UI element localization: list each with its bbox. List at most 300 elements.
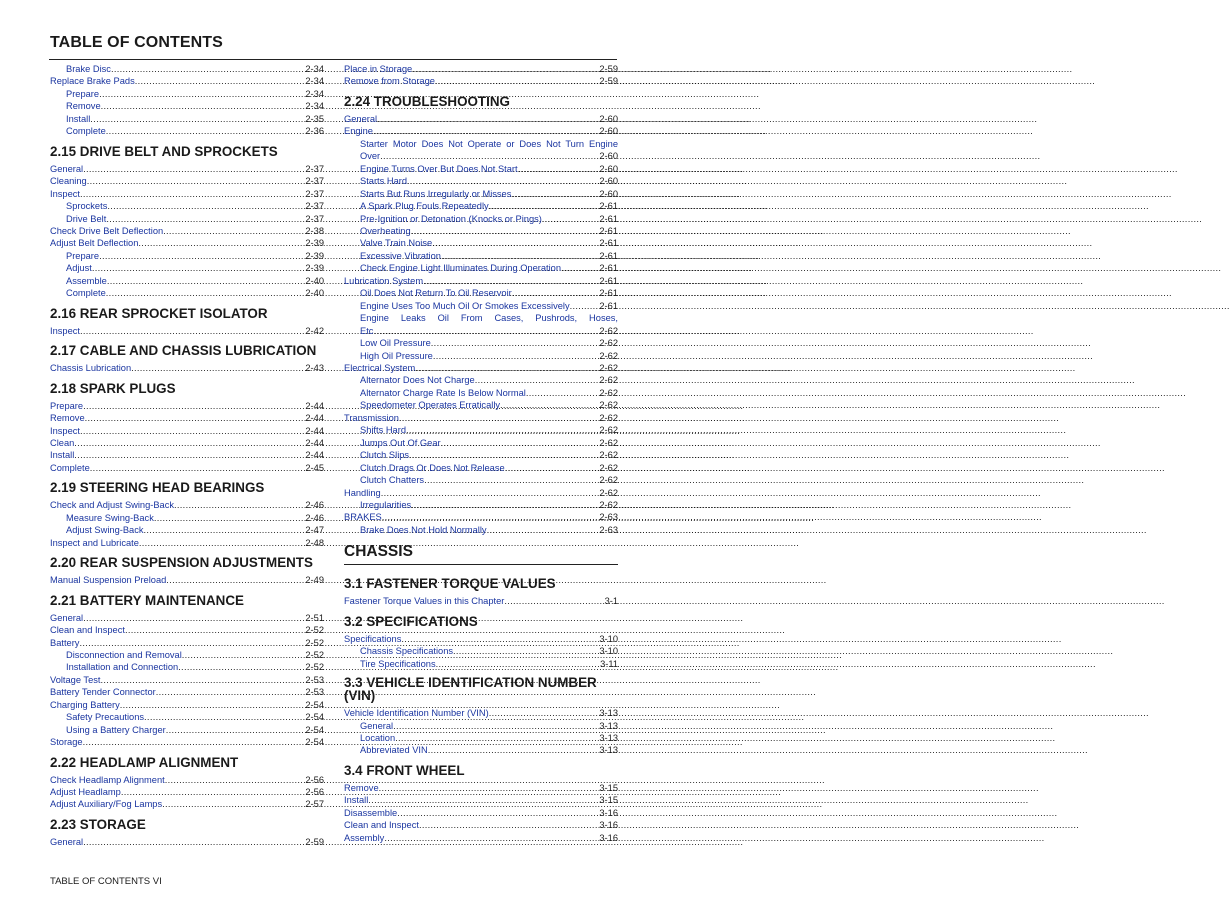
toc-subentry[interactable] (50, 524, 324, 536)
dot-leader (399, 412, 599, 424)
toc-entry-page: 2-61 (599, 201, 618, 212)
toc-entry-page: 2-56 (305, 774, 324, 785)
toc-entry-page: 2-46 (305, 500, 324, 511)
toc-entry-wrap[interactable]: Engine Leaks Oil From Cases, Pushrods, Hoses, (360, 313, 618, 324)
dot-leader (111, 63, 305, 75)
toc-entry-label: BRAKES (344, 512, 382, 523)
toc-entry-label: Overheating (360, 225, 411, 236)
toc-entry-label: Adjust Swing-Back (66, 525, 144, 536)
toc-entry-label: Cleaning (50, 176, 87, 187)
dot-leader (512, 287, 600, 299)
toc-subentry[interactable] (50, 512, 324, 524)
dot-leader (432, 237, 599, 249)
toc-entry-page: 2-44 (305, 400, 324, 411)
toc-subentry[interactable] (344, 150, 618, 162)
toc-entry-page: 2-59 (305, 836, 324, 847)
section-heading: 3.1 FASTENER TORQUE VALUES (344, 576, 556, 592)
toc-entry-label: Alternator Does Not Charge (360, 375, 475, 386)
toc-entry-label: Check and Adjust Swing-Back (50, 500, 175, 511)
toc-entry-label: General (344, 113, 378, 124)
toc-entry-page: 2-62 (599, 462, 618, 473)
toc-entry-label: Pre-Ignition or Detonation (Knocks or Pings) (360, 213, 542, 224)
toc-entry-page: 2-61 (599, 213, 618, 224)
toc-entry-page: 2-60 (599, 163, 618, 174)
dot-leader (505, 462, 600, 474)
toc-subentry[interactable] (344, 374, 618, 386)
dot-leader (401, 633, 599, 645)
toc-entry-label: High Oil Pressure (360, 350, 433, 361)
dot-leader (424, 474, 599, 486)
toc-entry-page: 2-63 (599, 512, 618, 523)
toc-entry[interactable] (50, 449, 324, 461)
dot-leader (100, 674, 305, 686)
toc-subentry[interactable] (344, 175, 618, 187)
dot-leader (74, 437, 305, 449)
section-heading: 3.3 VEHICLE IDENTIFICATION NUMBER (VIN) (344, 675, 597, 704)
toc-entry[interactable] (50, 225, 324, 237)
toc-subentry[interactable] (344, 262, 618, 274)
toc-entry-page: 2-60 (599, 151, 618, 162)
toc-entry[interactable] (344, 113, 618, 125)
toc-entry-label: Using a Battery Charger (66, 724, 166, 735)
toc-entry-wrap[interactable]: Starter Motor Does Not Operate or Does Not Turn Engine (360, 138, 618, 149)
dot-leader (83, 612, 305, 624)
toc-entry-page: 2-60 (599, 126, 618, 137)
toc-entry-page: 2-44 (305, 450, 324, 461)
dot-leader (441, 437, 600, 449)
toc-entry[interactable] (344, 125, 618, 137)
toc-entry-page: 2-61 (599, 275, 618, 286)
section-heading: 2.24 TROUBLESHOOTING (344, 93, 510, 109)
dot-leader (154, 512, 306, 524)
toc-subentry[interactable] (50, 287, 324, 299)
toc-entry-page: 3-10 (599, 633, 618, 644)
toc-entry-label: Prepare (50, 400, 84, 411)
dot-leader (397, 807, 599, 819)
dot-leader (453, 645, 599, 657)
dot-leader (135, 75, 306, 87)
dot-leader (99, 88, 305, 100)
toc-entry-page: 2-42 (305, 325, 324, 336)
toc-entry-page: 3-13 (599, 720, 618, 731)
toc-entry[interactable] (50, 237, 324, 249)
toc-subentry[interactable] (50, 649, 324, 661)
toc-entry-page: 2-51 (305, 612, 324, 623)
toc-entry[interactable] (50, 798, 324, 810)
dot-leader (144, 524, 306, 536)
toc-entry[interactable] (344, 362, 618, 374)
dot-leader (407, 175, 599, 187)
toc-entry-page: 3-11 (600, 658, 618, 669)
toc-entry-page: 2-56 (305, 787, 324, 798)
toc-entry-page: 2-52 (305, 649, 324, 660)
toc-entry[interactable] (344, 595, 618, 607)
dot-leader (435, 75, 599, 87)
dot-leader (415, 362, 599, 374)
toc-entry-label: Vehicle Identification Number (VIN) (344, 708, 489, 719)
toc-subentry[interactable] (344, 350, 618, 362)
toc-subentry[interactable] (50, 113, 324, 125)
dot-leader (178, 661, 305, 673)
toc-entry-page: 2-62 (599, 325, 618, 336)
dot-leader (504, 595, 604, 607)
dot-leader (107, 200, 305, 212)
toc-entry-page: 2-62 (599, 475, 618, 486)
toc-entry[interactable] (50, 686, 324, 698)
toc-left-column (50, 63, 324, 848)
toc-entry-label: Prepare (66, 250, 100, 261)
dot-leader (101, 100, 306, 112)
toc-right-column (344, 63, 618, 844)
dot-leader (125, 624, 305, 636)
toc-entry-label: Inspect (50, 425, 80, 436)
section-heading: 2.16 REAR SPROCKET ISOLATOR (50, 305, 268, 321)
dot-leader (570, 300, 600, 312)
toc-entry-label: Complete (66, 288, 106, 299)
toc-entry-label: General (50, 163, 84, 174)
toc-entry[interactable] (344, 275, 618, 287)
dot-leader (120, 699, 306, 711)
toc-subentry[interactable] (50, 711, 324, 723)
toc-subentry[interactable] (344, 237, 618, 249)
toc-entry-page: 2-61 (599, 263, 618, 274)
toc-entry[interactable] (50, 574, 324, 586)
toc-entry[interactable] (50, 425, 324, 437)
toc-entry-page: 2-39 (305, 250, 324, 261)
toc-entry-label: Voltage Test (50, 674, 101, 685)
toc-subentry[interactable] (344, 720, 618, 732)
dot-leader (487, 524, 600, 536)
toc-entry-page: 2-34 (305, 88, 324, 99)
toc-subentry[interactable] (344, 437, 618, 449)
dot-leader (83, 163, 305, 175)
toc-entry-page: 2-62 (599, 350, 618, 361)
toc-entry[interactable] (50, 437, 324, 449)
toc-subentry[interactable] (344, 213, 618, 225)
toc-subentry[interactable] (50, 100, 324, 112)
toc-entry[interactable] (50, 75, 324, 87)
toc-entry-label: Charging Battery (50, 699, 120, 710)
toc-entry-label: Assemble (66, 275, 107, 286)
toc-entry-page: 2-61 (599, 225, 618, 236)
toc-entry-page: 2-52 (305, 662, 324, 673)
toc-entry-page: 2-61 (599, 238, 618, 249)
dot-leader (80, 425, 305, 437)
toc-entry-page: 3-13 (599, 708, 618, 719)
toc-entry-label: Handling (344, 487, 381, 498)
toc-entry-label: Complete (50, 462, 90, 473)
toc-entry-page: 2-45 (305, 462, 324, 473)
dot-leader (79, 637, 305, 649)
toc-entry-label: Tire Specifications (360, 658, 436, 669)
toc-entry-page: 2-49 (305, 575, 324, 586)
toc-entry[interactable] (344, 511, 618, 523)
section-heading: 2.20 REAR SUSPENSION ADJUSTMENTS (50, 555, 313, 571)
toc-entry-label: Location (360, 733, 396, 744)
toc-entry[interactable] (344, 707, 618, 719)
toc-entry-label: Drive Belt (66, 213, 107, 224)
toc-entry-label: Safety Precautions (66, 712, 145, 723)
toc-entry-label: Inspect (50, 325, 80, 336)
toc-subentry[interactable] (344, 499, 618, 511)
toc-entry-page: 2-60 (599, 113, 618, 124)
toc-subentry[interactable] (344, 524, 618, 536)
toc-entry[interactable] (50, 462, 324, 474)
toc-entry-label: Shifts Hard (360, 425, 406, 436)
toc-entry[interactable] (344, 412, 618, 424)
toc-subentry[interactable] (344, 474, 618, 486)
toc-entry-label: Clean and Inspect (344, 820, 419, 831)
dot-leader (83, 736, 306, 748)
toc-entry-label: Clutch Drags Or Does Not Release (360, 462, 505, 473)
toc-entry-page: 2-40 (305, 288, 324, 299)
toc-entry-label: Engine (344, 126, 373, 137)
toc-entry-label: Starts Hard (360, 176, 408, 187)
toc-subentry[interactable] (344, 250, 618, 262)
toc-entry-page: 2-63 (599, 524, 618, 535)
toc-subentry[interactable] (50, 250, 324, 262)
toc-entry-label: General (50, 612, 84, 623)
toc-subentry[interactable] (50, 275, 324, 287)
toc-entry-page: 2-57 (305, 799, 324, 810)
toc-entry-page: 2-62 (599, 400, 618, 411)
dot-leader (90, 113, 305, 125)
dot-leader (384, 832, 599, 844)
toc-entry-page: 2-61 (599, 250, 618, 261)
toc-entry-page: 2-39 (305, 263, 324, 274)
dot-leader (138, 237, 305, 249)
dot-leader (518, 163, 600, 175)
toc-entry[interactable] (344, 487, 618, 499)
dot-leader (106, 125, 306, 137)
section-heading: 2.21 BATTERY MAINTENANCE (50, 592, 244, 608)
toc-entry-label: Transmission (344, 412, 399, 423)
toc-entry-page: 2-54 (305, 737, 324, 748)
toc-entry-label: Remove from Storage (344, 76, 435, 87)
dot-leader (174, 499, 305, 511)
dot-leader (99, 250, 305, 262)
toc-entry-page: 2-62 (599, 425, 618, 436)
toc-entry[interactable] (50, 362, 324, 374)
dot-leader (475, 374, 600, 386)
dot-leader (80, 188, 305, 200)
dot-leader (139, 537, 305, 549)
toc-subentry[interactable] (344, 325, 618, 337)
toc-subentry[interactable] (50, 125, 324, 137)
toc-entry-page: 2-37 (305, 213, 324, 224)
toc-entry[interactable] (50, 674, 324, 686)
dot-leader (368, 794, 599, 806)
toc-entry-page: 2-34 (305, 76, 324, 87)
dot-leader (163, 225, 305, 237)
toc-subentry[interactable] (50, 200, 324, 212)
toc-entry[interactable] (50, 400, 324, 412)
toc-entry-page: 2-53 (305, 674, 324, 685)
dot-leader (500, 399, 599, 411)
toc-entry-label: Clutch Slips (360, 450, 410, 461)
dot-leader (526, 387, 600, 399)
toc-entry[interactable] (50, 624, 324, 636)
dot-leader (489, 707, 600, 719)
toc-entry[interactable] (50, 537, 324, 549)
toc-entry-label: Clean (50, 437, 75, 448)
section-heading: 3.4 FRONT WHEEL (344, 762, 465, 778)
toc-entry-label: Brake Disc (66, 64, 111, 74)
toc-subentry[interactable] (50, 262, 324, 274)
toc-subentry[interactable] (344, 225, 618, 237)
toc-subentry[interactable] (344, 658, 618, 670)
dot-leader (380, 150, 599, 162)
toc-entry[interactable] (50, 325, 324, 337)
toc-entry-page: 2-59 (599, 76, 618, 87)
toc-entry-page: 2-47 (305, 525, 324, 536)
toc-entry[interactable] (344, 794, 618, 806)
toc-entry-label: Installation and Connection (66, 662, 179, 673)
dot-leader (381, 487, 600, 499)
dot-leader (74, 449, 305, 461)
toc-entry-label: Install (344, 795, 369, 806)
toc-entry-page: 2-54 (305, 712, 324, 723)
toc-entry-label: Brake Does Not Hold Normally (360, 524, 487, 535)
toc-entry-page: 3-13 (599, 745, 618, 756)
toc-entry-label: Adjust Auxiliary/Fog Lamps (50, 799, 163, 810)
toc-subentry[interactable] (50, 88, 324, 100)
toc-entry[interactable] (50, 163, 324, 175)
toc-entry-page: 2-61 (599, 300, 618, 311)
toc-entry[interactable] (344, 633, 618, 645)
toc-subentry[interactable] (344, 337, 618, 349)
dot-leader (83, 836, 305, 848)
toc-entry-label: Engine Uses Too Much Oil Or Smokes Excessively (360, 300, 570, 311)
dot-leader (511, 188, 599, 200)
toc-entry-label: Fastener Torque Values in this Chapter (344, 596, 505, 607)
toc-entry[interactable] (50, 836, 324, 848)
section-heading: 2.19 STEERING HEAD BEARINGS (50, 480, 265, 496)
toc-entry-label: Starts But Runs Irregularly or Misses (360, 188, 512, 199)
toc-subentry[interactable] (344, 744, 618, 756)
toc-entry-page: 3-16 (599, 807, 618, 818)
toc-entry-page: 2-43 (305, 363, 324, 374)
toc-subentry[interactable] (344, 300, 618, 312)
dot-leader (106, 287, 306, 299)
toc-entry[interactable] (50, 736, 324, 748)
toc-entry[interactable] (344, 63, 618, 75)
toc-entry-page: 2-44 (305, 413, 324, 424)
toc-entry[interactable] (344, 807, 618, 819)
dot-leader (166, 574, 305, 586)
toc-entry-label: Chassis Lubrication (50, 363, 132, 374)
dot-leader (165, 774, 306, 786)
chapter-heading: CHASSIS (344, 542, 618, 565)
toc-entry[interactable] (50, 612, 324, 624)
toc-entry-page: 2-62 (599, 387, 618, 398)
dot-leader (379, 782, 600, 794)
toc-entry-label: Measure Swing-Back (66, 512, 154, 523)
toc-entry-label: Place in Storage (344, 64, 413, 74)
dot-leader (162, 798, 305, 810)
toc-subentry[interactable] (50, 63, 324, 75)
toc-entry[interactable] (50, 499, 324, 511)
toc-subentry[interactable] (344, 424, 618, 436)
toc-entry-label: Install (66, 113, 91, 124)
toc-subentry[interactable] (344, 462, 618, 474)
toc-subentry[interactable] (344, 200, 618, 212)
dot-leader (144, 711, 305, 723)
section-heading: 2.18 SPARK PLUGS (50, 380, 176, 396)
dot-leader (419, 819, 599, 831)
toc-entry[interactable] (344, 782, 618, 794)
toc-entry-page: 2-37 (305, 163, 324, 174)
dot-leader (561, 262, 599, 274)
toc-subentry[interactable] (344, 645, 618, 657)
toc-subentry[interactable] (344, 399, 618, 411)
toc-entry-label: Inspect (50, 188, 80, 199)
toc-entry-page: 2-52 (305, 637, 324, 648)
toc-entry-label: A Spark Plug Fouls Repeatedly (360, 201, 489, 212)
toc-subentry[interactable] (50, 213, 324, 225)
toc-subentry[interactable] (50, 661, 324, 673)
toc-entry[interactable] (50, 188, 324, 200)
dot-leader (409, 449, 599, 461)
toc-entry[interactable] (50, 637, 324, 649)
toc-entry-label: Electrical System (344, 362, 416, 373)
toc-entry-page: 2-37 (305, 176, 324, 187)
toc-entry-page: 2-54 (305, 724, 324, 735)
toc-entry[interactable] (50, 699, 324, 711)
toc-subentry[interactable] (344, 732, 618, 744)
toc-entry-label: Battery Tender Connector (50, 687, 156, 698)
page-footer: TABLE OF CONTENTS VI (50, 876, 162, 887)
toc-entry[interactable] (344, 75, 618, 87)
toc-subentry[interactable] (344, 287, 618, 299)
toc-entry-page: 2-39 (305, 238, 324, 249)
toc-entry-page: 2-34 (305, 101, 324, 112)
toc-entry-page: 3-1 (604, 596, 618, 607)
toc-subentry[interactable] (50, 724, 324, 736)
toc-entry-page: 2-36 (305, 126, 324, 137)
dot-leader (106, 213, 305, 225)
toc-entry-label: Engine Turns Over But Does Not Start (360, 163, 518, 174)
toc-entry-page: 2-35 (305, 113, 324, 124)
dot-leader (80, 325, 305, 337)
toc-entry-label: Valve Train Noise (360, 238, 433, 249)
toc-entry-label: Adjust Headlamp (50, 787, 121, 798)
toc-subentry[interactable] (344, 188, 618, 200)
toc-entry-label: Low Oil Pressure (360, 338, 431, 349)
toc-subentry[interactable] (344, 163, 618, 175)
toc-entry[interactable] (344, 819, 618, 831)
toc-entry-label: Abbreviated VIN (360, 745, 428, 756)
toc-entry[interactable] (344, 832, 618, 844)
toc-entry-label: Check Drive Belt Deflection (50, 225, 164, 236)
toc-entry-page: 2-60 (599, 176, 618, 187)
toc-entry-label: Clutch Chatters (360, 475, 425, 486)
dot-leader (411, 225, 600, 237)
toc-entry-label: Oil Does Not Return To Oil Reservoir (360, 288, 512, 299)
dot-leader (90, 462, 306, 474)
toc-entry[interactable] (50, 774, 324, 786)
toc-entry[interactable] (50, 175, 324, 187)
toc-entry-label: Speedometer Operates Erratically (360, 400, 501, 411)
toc-entry[interactable] (50, 786, 324, 798)
toc-entry[interactable] (50, 412, 324, 424)
title-rule (49, 59, 617, 60)
toc-entry-label: Replace Brake Pads (50, 76, 135, 87)
toc-subentry[interactable] (344, 387, 618, 399)
toc-entry-label: Inspect and Lubricate (50, 537, 139, 548)
toc-subentry[interactable] (344, 449, 618, 461)
toc-entry-label: Complete (66, 126, 106, 137)
